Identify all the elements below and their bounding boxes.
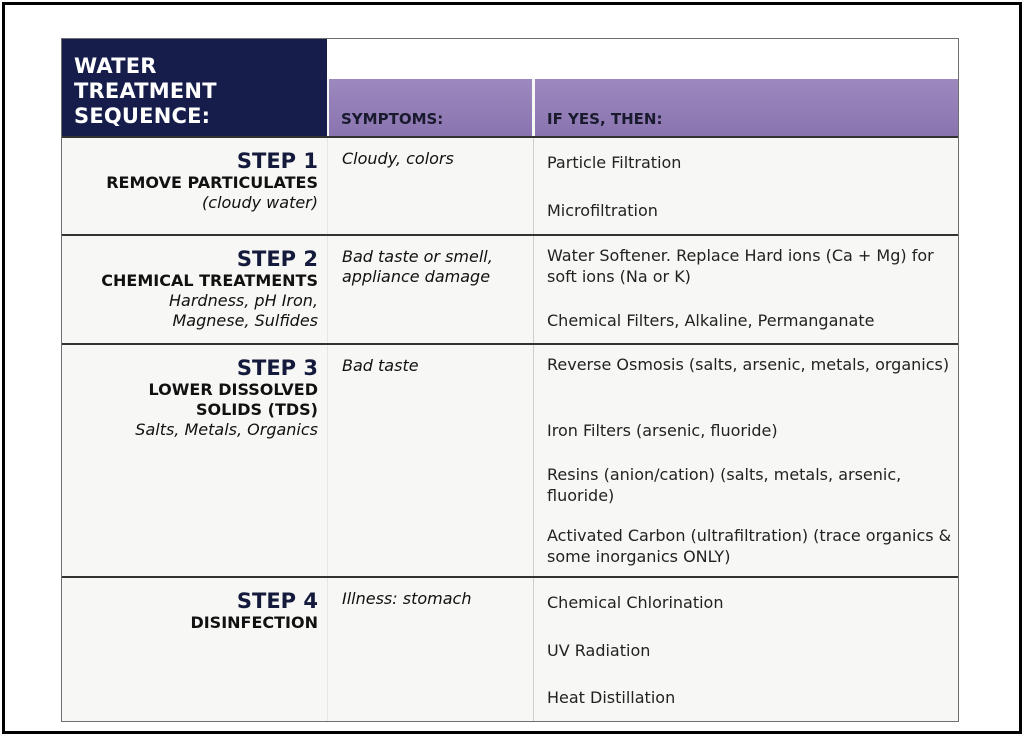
step-row-1 bbox=[62, 136, 958, 234]
table-title-line-1: WATER bbox=[74, 54, 157, 78]
symptoms-header-label: SYMPTOMS: bbox=[341, 110, 444, 128]
table-title-line-3: SEQUENCE: bbox=[74, 104, 211, 128]
title-block bbox=[62, 39, 327, 136]
table-title-line-2: TREATMENT bbox=[74, 79, 217, 103]
action-item: Iron Filters (arsenic, fluoride) bbox=[547, 421, 778, 440]
step-cell bbox=[62, 578, 318, 633]
action-item: Chemical Filters, Alkaline, Permanganate bbox=[547, 311, 875, 330]
action-item: Resins (anion/cation) (salts, metals, arsenic, fluoride) bbox=[547, 465, 902, 505]
step-number: STEP 4 bbox=[236, 589, 318, 613]
symptoms-cell: Bad taste or smell, appliance damage bbox=[342, 247, 493, 286]
step-number: STEP 2 bbox=[236, 247, 318, 271]
step-row-4 bbox=[62, 576, 958, 721]
step-cell bbox=[62, 138, 318, 213]
action-item: Heat Distillation bbox=[547, 688, 676, 707]
step-row-2 bbox=[62, 234, 958, 343]
step-subtitle: Hardness, pH Iron, bbox=[169, 291, 318, 310]
symptoms-cell: Illness: stomach bbox=[342, 589, 472, 608]
step-title: DISINFECTION bbox=[190, 613, 318, 632]
step-title: SOLIDS (TDS) bbox=[196, 400, 318, 419]
header-spacer bbox=[327, 39, 958, 79]
action-item: Activated Carbon (ultrafiltration) (trace organics & some inorganics ONLY) bbox=[547, 526, 952, 566]
action-item: Microfiltration bbox=[547, 201, 658, 220]
action-item: Water Softener. Replace Hard ions (Ca + Mg) for soft ions (Na or K) bbox=[547, 246, 934, 286]
step-cell bbox=[62, 236, 318, 331]
step-cell bbox=[62, 345, 318, 440]
table-header bbox=[62, 39, 958, 136]
symptoms-cell: Bad taste bbox=[342, 356, 419, 375]
step-subtitle: (cloudy water) bbox=[202, 193, 318, 212]
step-number: STEP 1 bbox=[236, 149, 318, 173]
water-treatment-table bbox=[61, 38, 959, 722]
step-subtitle: Magnese, Sulfides bbox=[172, 311, 318, 330]
step-title: CHEMICAL TREATMENTS bbox=[101, 271, 318, 290]
action-item: Particle Filtration bbox=[547, 153, 682, 172]
if-yes-header-label: IF YES, THEN: bbox=[547, 110, 663, 128]
step-title: LOWER DISSOLVED bbox=[148, 380, 318, 399]
step-number: STEP 3 bbox=[236, 356, 318, 380]
if-yes-column-header bbox=[535, 79, 958, 136]
action-item: Chemical Chlorination bbox=[547, 593, 724, 612]
action-item: Reverse Osmosis (salts, arsenic, metals, organics) bbox=[547, 355, 950, 374]
step-row-3 bbox=[62, 343, 958, 577]
step-subtitle: Salts, Metals, Organics bbox=[135, 420, 318, 439]
action-item: UV Radiation bbox=[547, 641, 651, 660]
symptoms-cell: Cloudy, colors bbox=[342, 149, 454, 168]
symptoms-column-header bbox=[329, 79, 532, 136]
step-title: REMOVE PARTICULATES bbox=[106, 173, 318, 192]
